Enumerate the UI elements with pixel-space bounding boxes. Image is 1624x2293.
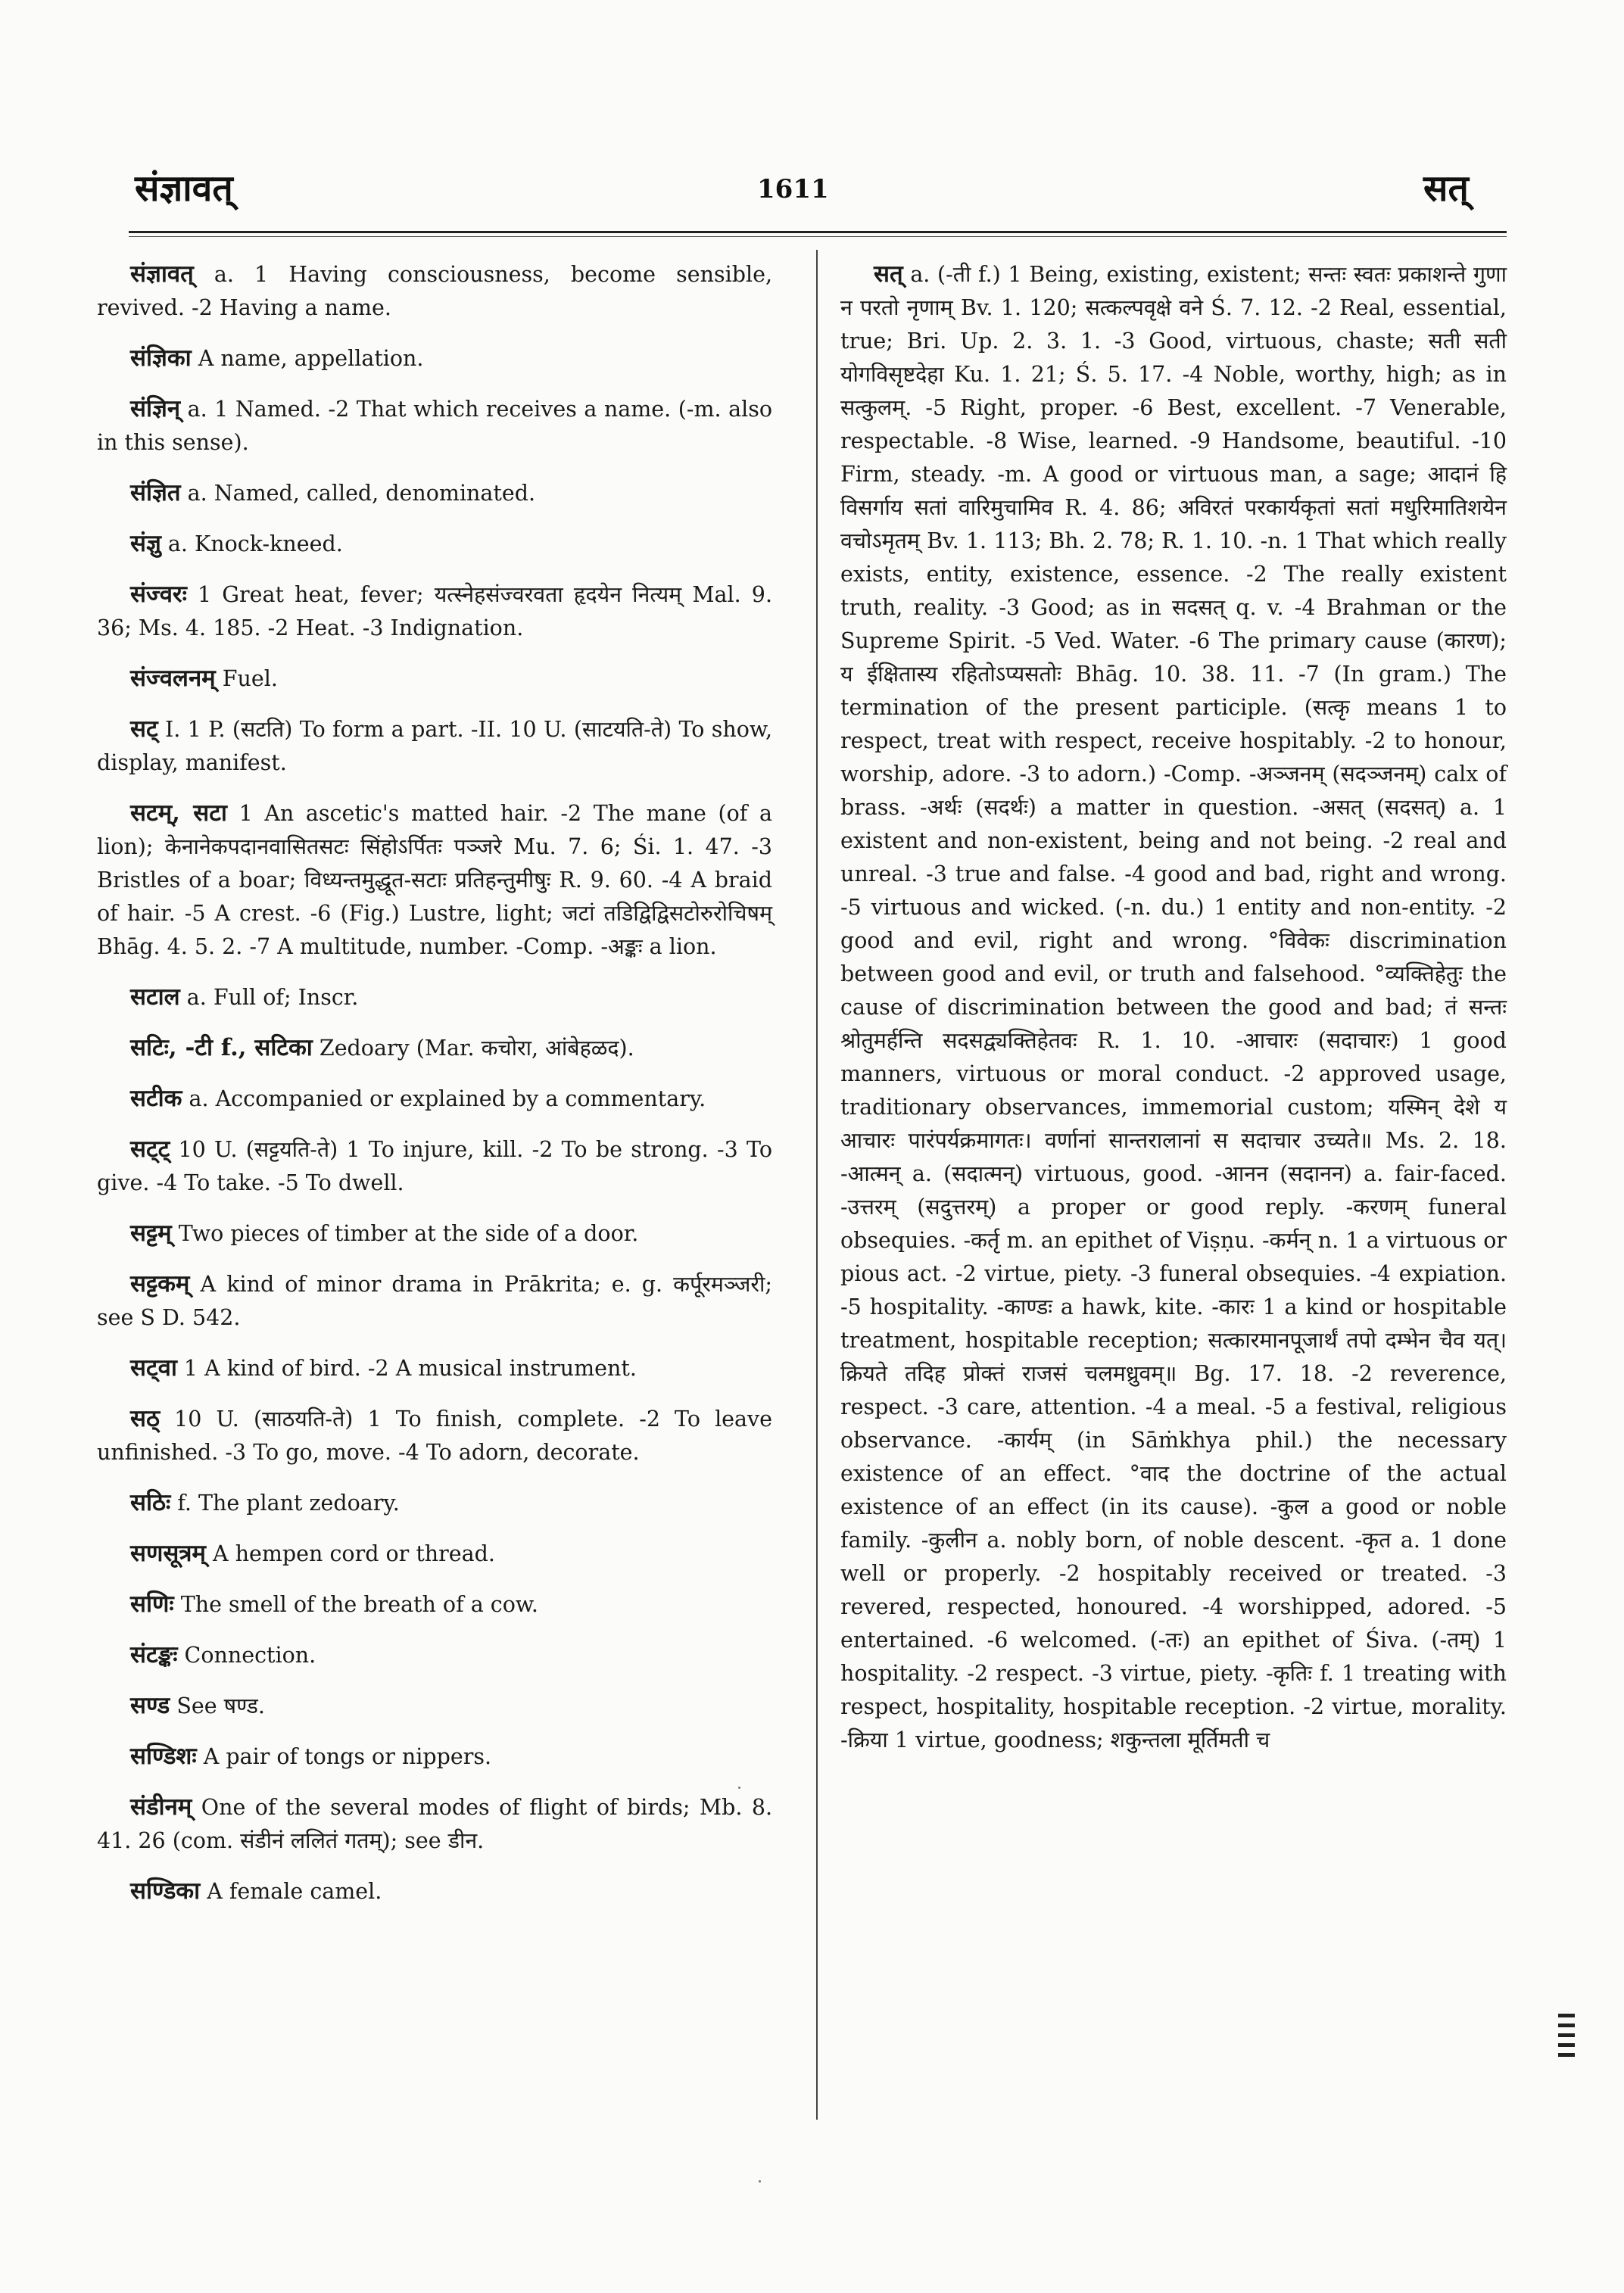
entry-headword: सटिः, -टी f., सटिका — [130, 1034, 313, 1061]
running-head-left: संज्ञावत् — [135, 167, 233, 210]
dictionary-entry — [97, 527, 772, 561]
entry-headword: सटम्, सटा — [130, 799, 227, 827]
entry-headword: सठ् — [130, 1405, 160, 1432]
entry-definition: 1 Great heat, fever; यत्स्नेहसंज्वरवता हृदयेन नित्यम् Mal. 9. 36; Ms. 4. 185. -2 Heat. -3 Indignation. — [97, 582, 773, 640]
entry-headword: सट्टम् — [130, 1220, 172, 1247]
dictionary-entry — [97, 1082, 772, 1116]
entry-headword: सण्डिशः — [130, 1743, 197, 1770]
dictionary-entry — [97, 1740, 772, 1774]
dictionary-entry — [97, 1267, 772, 1335]
dictionary-entry — [97, 796, 772, 964]
entry-definition: a. 1 Having consciousness, become sensible, revived. -2 Having a name. — [97, 262, 772, 320]
entry-headword: संडीनम् — [130, 1793, 192, 1821]
entry-definition: Two pieces of timber at the side of a door. — [178, 1221, 639, 1246]
entry-definition: a. Knock-kneed. — [167, 531, 343, 556]
entry-definition: a. Accompanied or explained by a commentary. — [189, 1086, 706, 1111]
entry-definition: a. 1 Named. -2 That which receives a name. (-m. also in this sense). — [97, 397, 772, 455]
entry-definition: a. (-ती f.) 1 Being, existing, existent; सन्तः स्वतः प्रकाशन्ते गुणा न परतो नृणाम् Bv. 1. 120; सत्कल्पवृक्षे वने Ś. 7. 12. -2 Real, essential, true; Bri. Up. 2. 3. 1. -3 Good, virtuous, chaste; सती सती योगविसृष्टदेहा Ku. 1. 21; Ś. 5. 17. -4 Noble, worthy, high; as in सत्कुलम्. -5 Right, proper. -6 Best, excellent. -7 Venerable, respectable. -8 Wise, learned. -9 Handsome, beautiful. -10 Firm, steady. -m. A good or virtuous man, a sage; आदानं हि विसर्गाय सतां वारिमुचामिव R. 4. 86; अविरतं परकार्यकृतां सतां मधुरिमातिशयेन वचोऽमृतम् Bv. 1. 113; Bh. 2. 78; R. 1. 10. -n. 1 That which really exists, entity, existence, essence. -2 The really existent truth, reality. -3 Good; as in सदसत् q. v. -4 Brahman or the Supreme Spirit. -5 Ved. Water. -6 The primary cause (कारण); य ईक्षितास्य रहितोऽप्यसतोः Bhāg. 10. 38. 11. -7 (In gram.) The termination of the present participle. (सत्कृ means 1 to respect, treat with respect, receive hospitably. -2 to honour, worship, adore. -3 to adorn.) -Comp. -अञ्जनम् (सदञ्जनम्) calx of brass. -अर्थः (सदर्थः) a matter in question. -असत् (सदसत्) a. 1 existent and non-existent, being and not being. -2 real and unreal. -3 true and false. -4 good and bad, right and wrong. -5 virtuous and wicked. (-n. du.) 1 entity and non-entity. -2 good and evil, right and wrong. °विवेकः discrimination between good and evil, or truth and falsehood. °व्यक्तिहेतुः the cause of discrimination between the good and bad; तं सन्तः श्रोतुमर्हन्ति सदसद्व्यक्तिहेतवः R. 1. 10. -आचारः (सदाचारः) 1 good manners, virtuous or moral conduct. -2 approved usage, traditionary observances, immemorial custom; यस्मिन् देशे य आचारः पारंपर्यक्रमागतः। वर्णानां सान्तरालानां स सदाचार उच्यते॥ Ms. 2. 18. -आत्मन् a. (सदात्मन्) virtuous, good. -आनन (सदानन) a. fair-faced. -उत्तरम् (सदुत्तरम्) a proper or good reply. -करणम् funeral obsequies. -कर्तृ m. an epithet of Viṣṇu. -कर्मन् n. 1 a virtuous or pious act. -2 virtue, piety. -3 funeral obsequies. -4 expiation. -5 hospitality. -काण्डः a hawk, kite. -कारः 1 a kind or hospitable treatment, hospitable reception; सत्कारमानपूजार्थं तपो दम्भेन चैव यत्। क्रियते तदिह प्रोक्तं राजसं चलमध्रुवम्॥ Bg. 17. 18. -2 reverence, respect. -3 care, attention. -4 a meal. -5 a festival, religious observance. -कार्यम् (in Sāṁkhya phil.) the necessary existence of an effect. °वाद the doctrine of the actual existence of an effect (in its cause). -कुल a good or noble family. -कुलीन a. nobly born, of noble descent. -कृत a. 1 done well or properly. -2 hospitably received or treated. -3 revered, respected, honoured. -4 worshipped, adored. -5 entertained. -6 welcomed. (-तः) an epithet of Śiva. (-तम्) 1 hospitality. -2 respect. -3 virtue, piety. -कृतिः f. 1 treating with respect, hospitality, hospitable reception. -2 virtue, morality. -क्रिया 1 virtue, goodness; शकुन्तला मूर्तिमती च — [840, 262, 1507, 1752]
entry-headword: संज्वलनम् — [130, 665, 216, 692]
dictionary-entry — [97, 392, 772, 460]
running-head-right: सत् — [1423, 167, 1469, 210]
dictionary-entry — [97, 662, 772, 696]
entry-definition: 10 U. (साठयति-ते) 1 To finish, complete. -2 To leave unfinished. -3 To go, move. -4 To adorn, decorate. — [97, 1407, 773, 1465]
dictionary-entry — [97, 341, 772, 375]
entry-definition: A name, appellation. — [198, 346, 424, 371]
entry-definition: I. 1 P. (सटति) To form a part. -II. 10 U. (साटयति-ते) To show, display, manifest. — [97, 717, 772, 775]
entry-definition: See षण्ड. — [176, 1693, 265, 1718]
dictionary-entry — [97, 1132, 772, 1200]
entry-definition: a. Full of; Inscr. — [186, 985, 359, 1010]
entry-definition: One of the several modes of flight of birds; Mb. 8. 41. 26 (com. संडीनं ललितं गतम्); see डीन. — [97, 1795, 773, 1853]
dictionary-entry — [97, 1689, 772, 1723]
entry-definition: Zedoary (Mar. कचोरा, आंबेहळद). — [319, 1036, 634, 1061]
entry-definition: 1 A kind of bird. -2 A musical instrument. — [183, 1356, 637, 1381]
entry-headword: संज्वरः — [130, 581, 187, 608]
entry-headword: सट्वा — [130, 1354, 177, 1382]
column-divider — [816, 250, 818, 2120]
entry-headword: संज्ञावत् — [130, 260, 194, 288]
entry-definition: f. The plant zedoary. — [177, 1491, 400, 1516]
entry-headword: सटाल — [130, 983, 180, 1011]
entry-headword: संज्ञित — [130, 479, 181, 506]
left-column — [97, 257, 772, 1925]
entry-headword: संज्ञिका — [130, 344, 192, 372]
entry-headword: सट्ट् — [130, 1136, 170, 1163]
right-column — [840, 257, 1507, 1757]
entry-headword: संज्ञिन् — [130, 395, 181, 422]
header-rule-thin — [129, 236, 1507, 237]
entry-headword: सण्ड — [130, 1692, 170, 1719]
entry-headword: संज्ञु — [130, 530, 161, 557]
entry-definition: A hempen cord or thread. — [213, 1541, 495, 1566]
entry-headword: सणिः — [130, 1590, 174, 1618]
dictionary-entry — [97, 1537, 772, 1571]
page-number: 1611 — [757, 174, 829, 204]
dictionary-entry — [97, 1031, 772, 1065]
dictionary-entry — [97, 1351, 772, 1385]
entry-headword: संटङ्कः — [130, 1641, 178, 1668]
entry-definition: 10 U. (सट्टयति-ते) 1 To injure, kill. -2 To be strong. -3 To give. -4 To take. -5 To dwell. — [97, 1137, 773, 1195]
dictionary-entry — [97, 1486, 772, 1520]
dictionary-entry — [840, 257, 1507, 1757]
entry-headword: सठिः — [130, 1489, 171, 1516]
entry-definition: 1 An ascetic's matted hair. -2 The mane (of a lion); केनानेकपदानवासितसटः सिंहोऽर्पितः पञ्जरे Mu. 7. 6; Śi. 1. 47. -3 Bristles of a boar; विध्यन्तमुद्धूत-सटाः प्रतिहन्तुमीषुः R. 9. 60. -4 A braid of hair. -5 A crest. -6 (Fig.) Lustre, light; जटां तडिद्विद्विसटोरुरोचिषम् Bhāg. 4. 5. 2. -7 A multitude, number. -Comp. -अङ्कः a lion. — [97, 801, 773, 959]
entry-definition: The smell of the breath of a cow. — [180, 1592, 538, 1617]
entry-definition: a. Named, called, denominated. — [187, 481, 536, 506]
dictionary-entry — [97, 476, 772, 510]
dictionary-entry — [97, 1874, 772, 1908]
dictionary-entry — [97, 1587, 772, 1622]
entry-definition: A kind of minor drama in Prākrita; e. g. कर्पूरमञ्जरी; see S D. 542. — [97, 1272, 772, 1330]
header-rule — [129, 231, 1507, 233]
dictionary-entry — [97, 1217, 772, 1251]
print-speck — [738, 1787, 740, 1789]
entry-headword: सटीक — [130, 1085, 182, 1112]
dictionary-entry — [97, 1790, 772, 1858]
entry-definition: Connection. — [184, 1643, 316, 1668]
print-speck — [759, 2180, 761, 2182]
entry-headword: सट्टकम् — [130, 1270, 190, 1298]
entry-headword: सट् — [130, 715, 158, 743]
entry-headword: सणसूत्रम् — [130, 1540, 206, 1567]
entry-definition: A female camel. — [207, 1879, 382, 1904]
entry-definition: Fuel. — [222, 666, 278, 691]
dictionary-entry — [97, 257, 772, 325]
entry-definition: A pair of tongs or nippers. — [203, 1744, 492, 1769]
entry-headword: सत् — [874, 260, 903, 288]
dictionary-entry — [97, 1402, 772, 1469]
dictionary-entry — [97, 578, 772, 645]
dictionary-entry — [97, 980, 772, 1014]
thumb-index-mark — [1558, 2014, 1575, 2065]
entry-headword: सण्डिका — [130, 1877, 201, 1905]
dictionary-entry — [97, 712, 772, 780]
dictionary-entry — [97, 1638, 772, 1672]
